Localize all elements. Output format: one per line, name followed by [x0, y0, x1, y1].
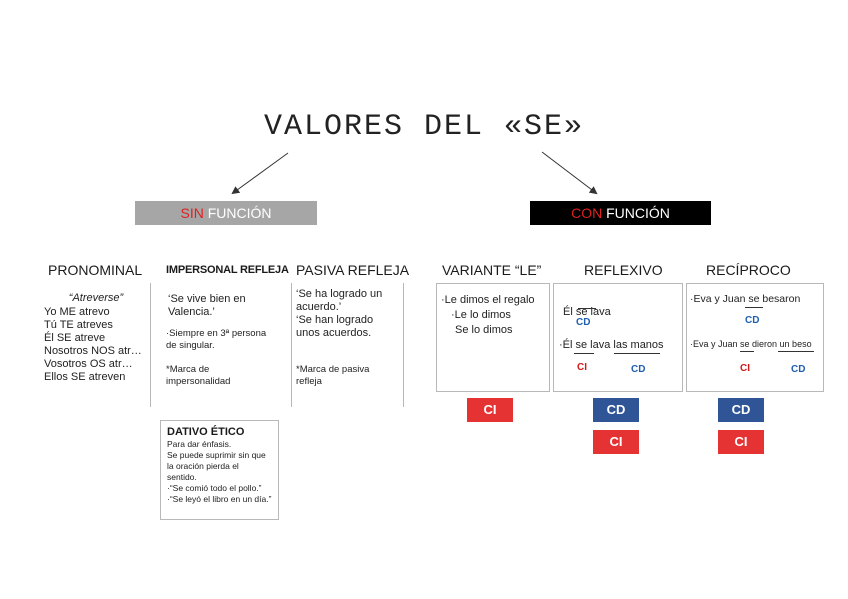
reciproco-ci-tag: CI [718, 430, 764, 454]
pronominal-content [44, 292, 148, 384]
reflexivo-ex1-text: Él se lava [563, 306, 611, 318]
reflexivo-ci-tag: CI [593, 430, 639, 454]
pronominal-line-3: Él SE atreve [44, 332, 106, 344]
reciproco-ex2-underline-a [740, 351, 754, 352]
pronominal-line-5: Vosotros OS atr… [44, 358, 133, 370]
reciproco-cd-1: CD [745, 315, 760, 326]
reflexivo-ci: CI [577, 362, 587, 373]
pronominal-line-4: Nosotros NOS atr… [44, 345, 142, 357]
impersonal-example: ‘Se vive bien en Valencia.’ [168, 293, 246, 318]
sin-rest: FUNCIÓN [203, 205, 272, 221]
reflexivo-ex2-underline-a [574, 353, 594, 354]
header-variante: VARIANTE “LE” [442, 262, 542, 278]
header-pasiva: PASIVA REFLEJA [296, 262, 410, 278]
reciproco-ex1-underline [745, 307, 763, 308]
reciproco-ex2-underline-b [778, 351, 814, 352]
sin-funcion-banner [135, 201, 317, 225]
arrow-left [233, 153, 288, 193]
reflexivo-cd-1: CD [576, 317, 591, 328]
dativo-title: DATIVO ÉTICO [167, 426, 245, 438]
reflexivo-ex2: ·Él se lava las manos [559, 339, 664, 351]
pasiva-example: ‘Se ha logrado un acuerdo.’ ‘Se han logrado unos acuerdos. [296, 288, 383, 339]
pronominal-line-2: Tú TE atreves [44, 319, 113, 331]
pronominal-line-6: Ellos SE atreven [44, 371, 126, 383]
header-impersonal: IMPERSONAL REFLEJA [166, 264, 289, 276]
con-rest: FUNCIÓN [602, 205, 670, 221]
header-pronominal: PRONOMINAL [48, 262, 143, 278]
arrow-right [542, 152, 596, 193]
pronominal-verb: “Atreverse” [68, 292, 124, 304]
reciproco-ex1: ·Eva y Juan se besaron [690, 293, 801, 305]
variante-box [436, 283, 550, 392]
reciproco-ex2: ·Eva y Juan se dieron un beso [690, 339, 812, 349]
reflexivo-ex2-underline-b [614, 353, 660, 354]
reflexivo-ex1 [563, 293, 611, 319]
con-funcion-banner [530, 201, 711, 225]
pronominal-line-1: Yo ME atrevo [44, 306, 110, 318]
reciproco-ci: CI [740, 363, 750, 374]
reflexivo-ex1-underline [578, 308, 596, 309]
pasiva-box-right-border [403, 283, 404, 407]
reflexivo-cd-2: CD [631, 364, 646, 375]
variante-line-1: ·Le dimos el regalo [441, 294, 535, 306]
diagram-title: VALORES DEL «SE» [263, 110, 585, 144]
variante-ci-tag: CI [467, 398, 513, 422]
dativo-etico-box [160, 420, 279, 520]
reflexivo-cd-tag: CD [593, 398, 639, 422]
impersonal-note-2: *Marca de impersonalidad [166, 364, 231, 387]
dativo-text: Para dar énfasis. Se puede suprimir sin que la oración pierda el sentido. ·“Se comió todo el pollo.” ·“Se leyó el libro en un día.” [167, 439, 272, 504]
header-reflexivo: REFLEXIVO [584, 262, 663, 278]
sin-highlight: SIN [180, 205, 204, 221]
variante-line-2: ·Le lo dimos [451, 309, 511, 321]
header-reciproco: RECÍPROCO [706, 262, 791, 278]
reciproco-cd-2: CD [791, 364, 806, 375]
con-highlight: CON [571, 205, 603, 221]
variante-line-3: Se lo dimos [455, 324, 513, 336]
pasiva-note: *Marca de pasiva refleja [296, 364, 370, 387]
impersonal-note-1: ·Siempre en 3ª persona de singular. [166, 328, 267, 351]
reciproco-cd-tag: CD [718, 398, 764, 422]
